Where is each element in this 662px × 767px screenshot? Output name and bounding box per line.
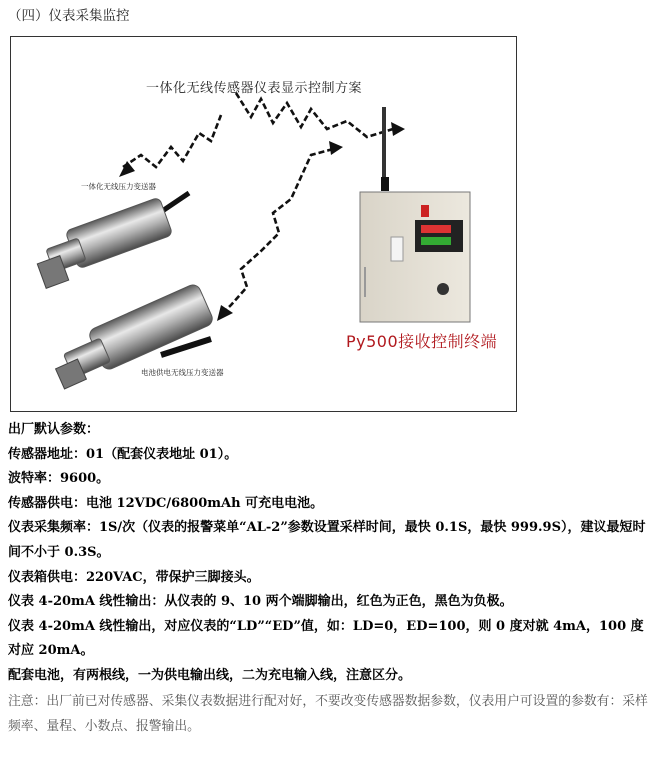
- system-diagram: [10, 36, 517, 412]
- param-output-2: 仪表 4-20mA 线性输出，对应仪表的“LD”“ED”值，如：LD=0，ED=100，则 0 度对就 4mA，100 度对应 20mA。: [8, 618, 644, 659]
- signal-path-left: [123, 115, 221, 167]
- param-box-power: 仪表箱供电：220VAC，带保护三脚接头。: [8, 569, 260, 585]
- signal-arrow-bottom: [217, 305, 233, 321]
- signal-arrow-mid: [329, 141, 343, 155]
- signal-path-top: [236, 93, 393, 137]
- parameters-section: [8, 418, 656, 739]
- top-sensor-label: 一体化无线压力变送器: [81, 182, 156, 191]
- param-sampling: 仪表采集频率：1S/次（仪表的报警菜单“AL-2”参数设置采样时间，最快 0.1S，最快 999.9S），建议最短时间不小于 0.3S。: [8, 520, 646, 560]
- signal-arrow-top: [391, 122, 405, 136]
- param-power: 传感器供电：电池 12VDC/6800mAh 可充电电池。: [8, 495, 324, 511]
- diagram-title: 一体化无线传感器仪表显示控制方案: [146, 81, 363, 96]
- signal-arrow-left: [119, 161, 135, 177]
- param-note: 注意：出厂前已对传感器、采集仪表数据进行配对好，不要改变传感器数据参数，仪表用户可设置的参数有：采样频率、量程、小数点、报警输出。: [8, 693, 648, 734]
- top-sensor-image: [37, 193, 189, 288]
- section-title: （四）仪表采集监控: [8, 8, 130, 24]
- param-output-1: 仪表 4-20mA 线性输出：从仪表的 9、10 两个端脚输出，红色为正色，黑色为负极。: [8, 594, 513, 610]
- params-heading: 出厂默认参数：: [8, 422, 100, 437]
- param-baud: 波特率：9600。: [8, 471, 110, 487]
- control-box-image: [360, 107, 470, 322]
- bottom-sensor-label: 电池供电无线压力变送器: [141, 368, 224, 377]
- param-battery: 配套电池，有两根线，一为供电输出线，二为充电输入线，注意区分。: [8, 667, 412, 683]
- param-address: 传感器地址：01（配套仪表地址 01）。: [8, 446, 238, 462]
- signal-path-bottom: [223, 149, 333, 313]
- terminal-label: Py500接收控制终端: [346, 332, 498, 351]
